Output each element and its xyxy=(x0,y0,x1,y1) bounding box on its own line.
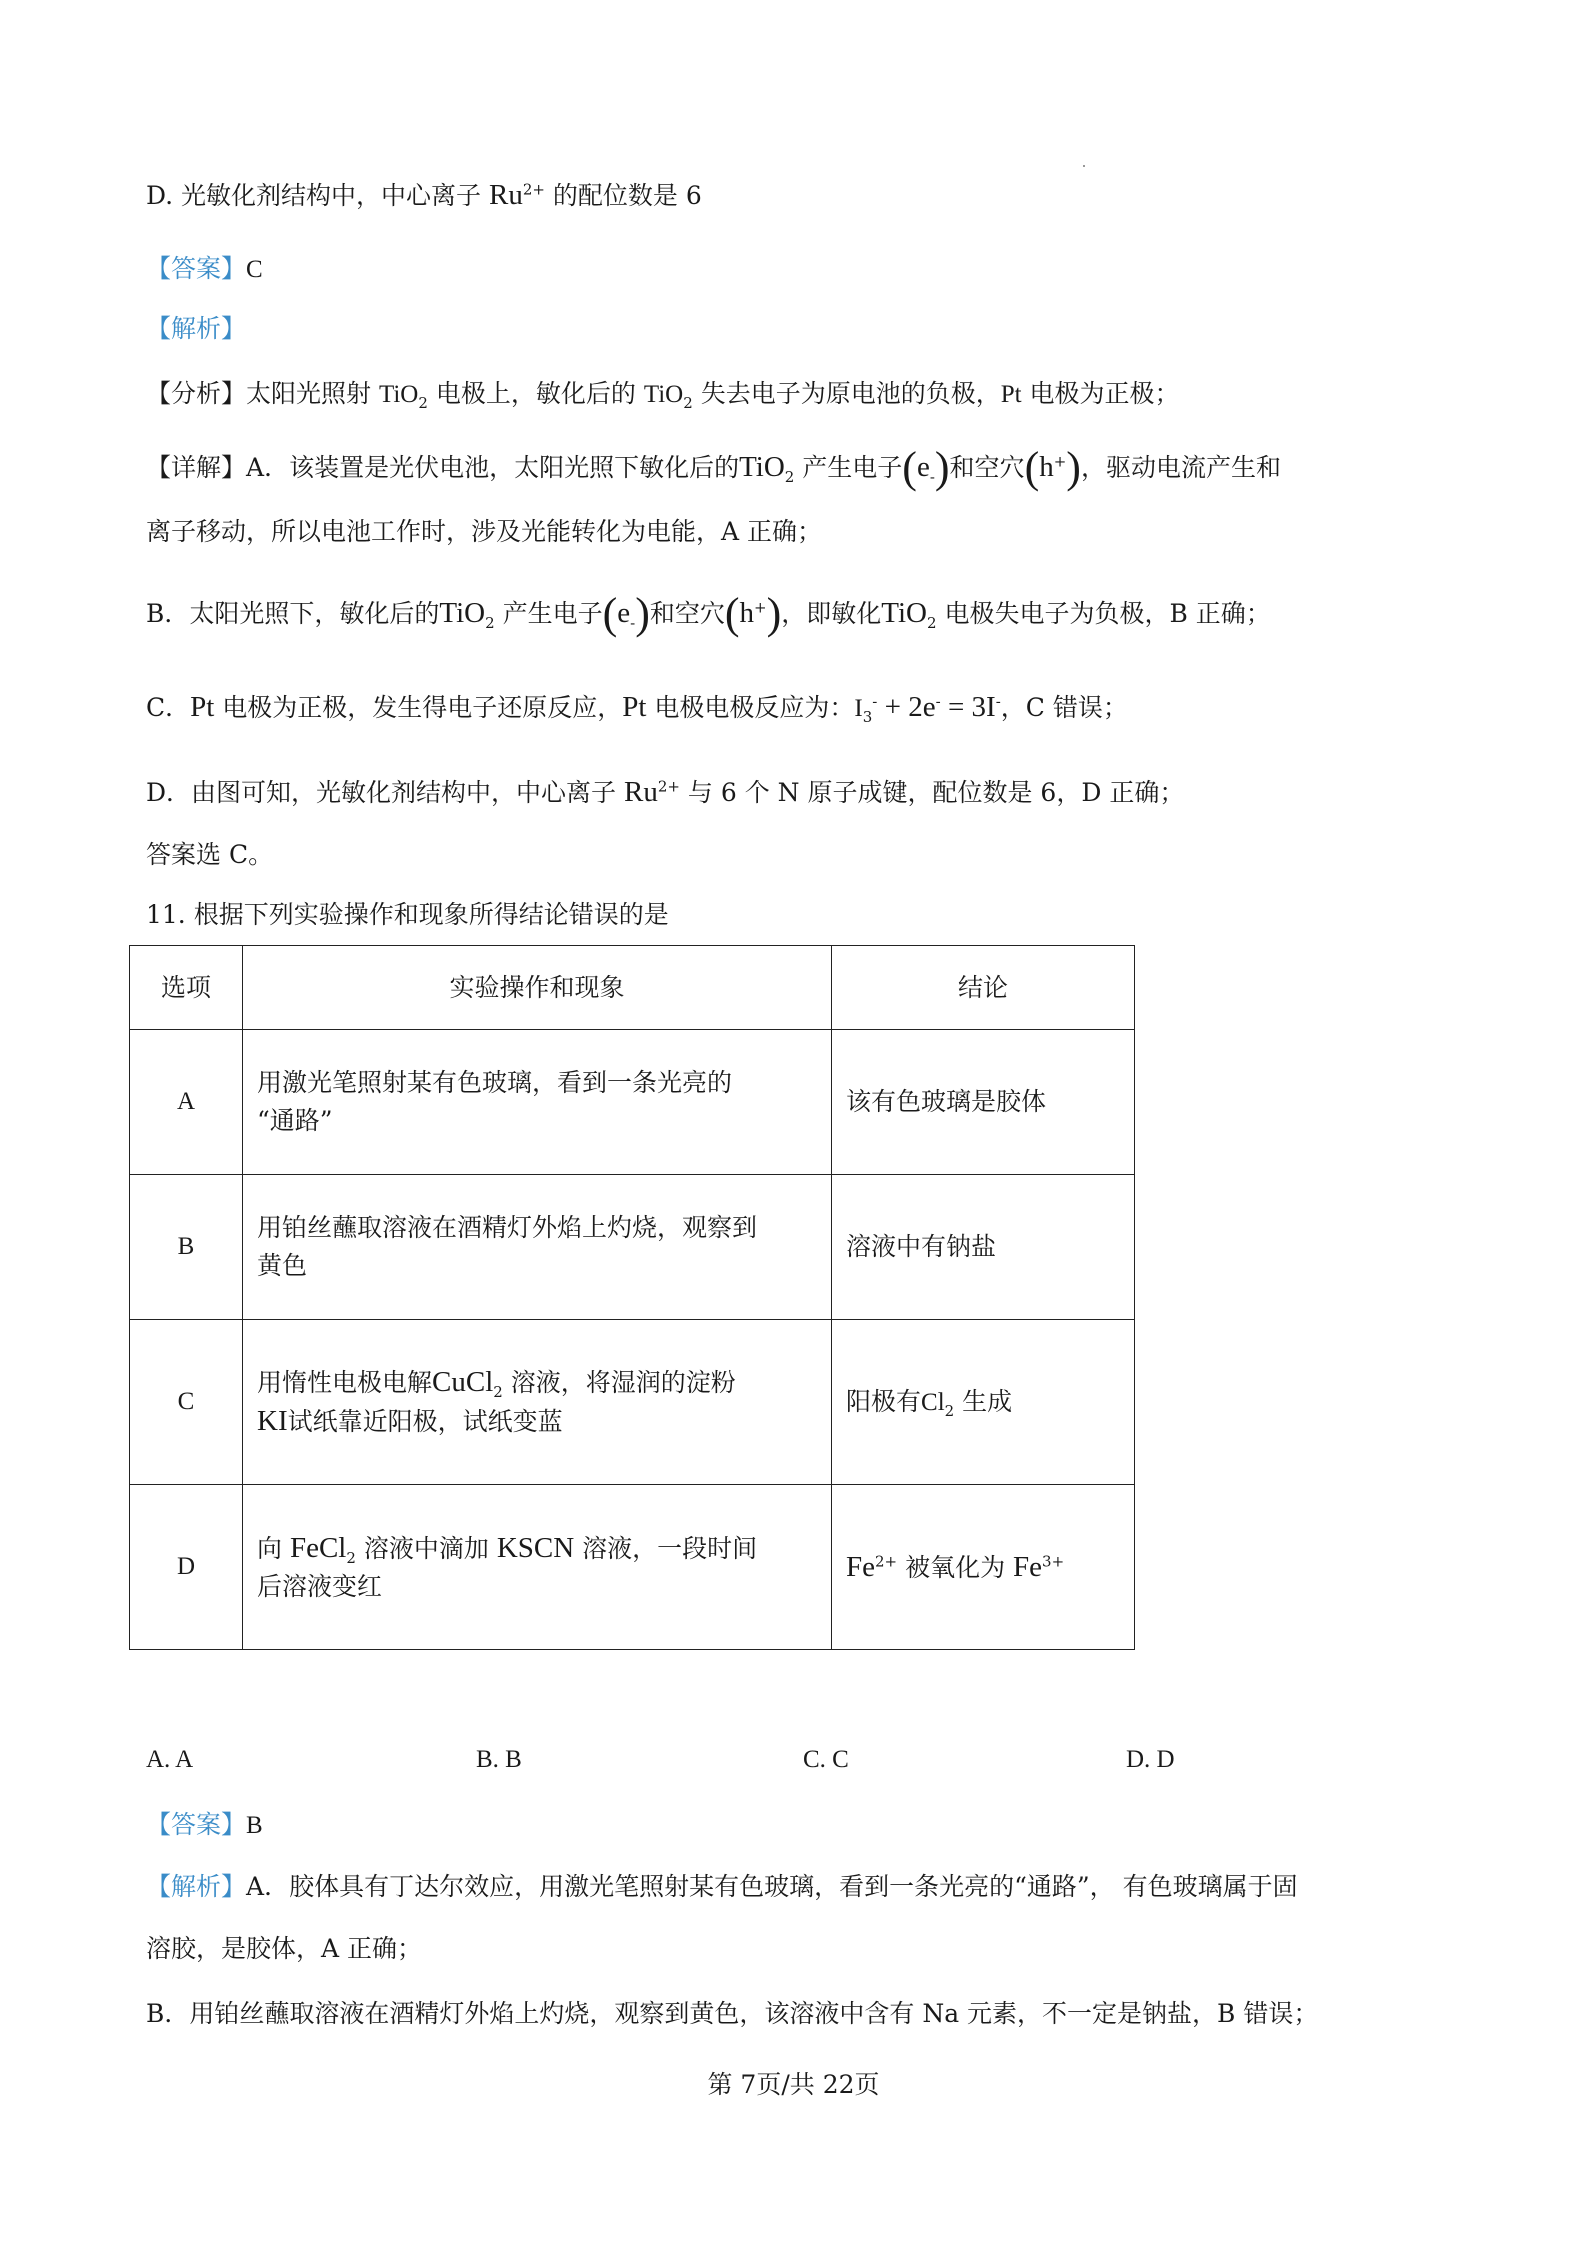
c-text-4: ，C 错误； xyxy=(1000,693,1128,722)
row-conclusion xyxy=(832,1485,1135,1650)
d-text-2: 与 6 个 N 原子成键，配位数是 6，D 正确； xyxy=(679,778,1185,807)
b-text-5: 电极失电子为负极，B 正确； xyxy=(936,599,1271,628)
charge: - xyxy=(872,692,878,711)
row-conclusion xyxy=(832,1320,1135,1485)
answer-tag: 【答案】 xyxy=(146,254,247,283)
answer-line-2 xyxy=(146,1808,263,1843)
subscript: 2 xyxy=(683,394,693,412)
xiangjie-tag: 【详解】 xyxy=(146,453,247,482)
xiangjie-line-2 xyxy=(146,515,822,549)
fecl2-formula: FeCl xyxy=(289,1531,347,1564)
right-paren: ) xyxy=(766,589,782,638)
operation-line-1 xyxy=(257,1363,817,1402)
analysis-text-2: 溶胶，是胶体，A 正确； xyxy=(146,1934,423,1963)
left-paren: ( xyxy=(724,589,740,638)
stray-dot xyxy=(1083,165,1085,167)
choice-a: A. A xyxy=(146,1746,194,1773)
equation-part-2: = 3I xyxy=(940,691,996,723)
c-text-3: 电极电极反应为： xyxy=(646,693,855,722)
hole-symbol: h xyxy=(1039,451,1054,483)
b-text-1: B．太阳光照下，敏化后的 xyxy=(146,599,440,628)
subscript: 2 xyxy=(784,468,795,486)
analysis-text-3: B．用铂丝蘸取溶液在酒精灯外焰上灼烧，观察到黄色，该溶液中含有 Na 元素，不一定是钠盐，B 错误； xyxy=(146,1999,1319,2028)
option-d-line xyxy=(146,178,702,213)
xiangjie-text-3: 和空穴 xyxy=(949,453,1025,482)
table-header-row xyxy=(130,946,1135,1030)
b-text-3: 和空穴 xyxy=(649,599,725,628)
operation-line-2: 黄色 xyxy=(257,1251,308,1280)
question-11 xyxy=(146,898,669,932)
charge: - xyxy=(935,692,941,711)
kscn-formula: KSCN xyxy=(496,1531,575,1564)
answer-value: B xyxy=(246,1812,263,1839)
fenxi-text-1: 太阳光照射 xyxy=(246,379,379,408)
left-paren: ( xyxy=(902,443,917,492)
subscript: 3 xyxy=(862,708,873,726)
operation-line-2: 后溶液变红 xyxy=(257,1571,383,1601)
row-conclusion: 溶液中有钠盐 xyxy=(832,1175,1135,1320)
pt-symbol: Pt xyxy=(622,691,647,723)
analysis-line-2 xyxy=(146,1932,422,1966)
fe-symbol: Fe xyxy=(1013,1550,1043,1583)
hole-symbol: h xyxy=(739,597,755,629)
header-operation: 实验操作和现象 xyxy=(243,946,832,1030)
option-d-prefix: D. 光敏化剂结构中，中心离子 xyxy=(146,181,489,210)
hole-charge: + xyxy=(1053,452,1067,471)
ion-charge: 2+ xyxy=(522,180,545,199)
subscript: 2 xyxy=(346,1548,356,1567)
right-paren: ) xyxy=(1066,443,1081,492)
hole-charge: + xyxy=(754,598,767,617)
analysis-tag-line xyxy=(146,312,246,346)
tio2-formula: TiO xyxy=(643,381,684,408)
row-operation xyxy=(243,1320,832,1485)
operation-text: 用惰性电极电解 xyxy=(257,1368,433,1397)
xiangjie-text-5: 离子移动，所以电池工作时，涉及光能转化为电能，A 正确； xyxy=(146,517,823,546)
table-row xyxy=(130,1485,1135,1650)
d-text-1: D．由图可知，光敏化剂结构中，中心离子 xyxy=(146,778,624,807)
row-operation xyxy=(243,1485,832,1650)
right-paren: ) xyxy=(635,589,650,638)
operation-text: 溶液，一段时间 xyxy=(574,1533,758,1563)
tio2-formula: TiO xyxy=(439,597,486,629)
operation-text: 溶液中滴加 xyxy=(355,1533,497,1563)
tio2-formula: TiO xyxy=(378,381,419,408)
operation-line-1: 用激光笔照射某有色玻璃，看到一条光亮的 xyxy=(257,1068,733,1097)
answer-line-1 xyxy=(146,252,263,287)
analysis-text-1: A．胶体具有丁达尔效应，用激光笔照射某有色玻璃，看到一条光亮的“通路”， 有色玻璃属于固 xyxy=(246,1872,1298,1901)
b-text-2: 产生电子 xyxy=(494,599,603,628)
choice-c: C. C xyxy=(803,1746,849,1773)
page-footer: 第 7页/共 22页 xyxy=(707,2070,880,2099)
subscript: 2 xyxy=(493,1383,503,1401)
electron-charge: - xyxy=(929,468,935,486)
subscript: 2 xyxy=(944,1401,955,1420)
ion-charge: 2+ xyxy=(657,777,680,796)
tio2-formula: TiO xyxy=(739,451,785,483)
row-operation xyxy=(243,1175,832,1320)
operation-line-1: 用铂丝蘸取溶液在酒精灯外焰上灼烧，观察到 xyxy=(257,1213,758,1242)
analysis-line-3 xyxy=(146,1997,1318,2031)
ion-symbol: Ru xyxy=(489,179,523,211)
conclusion-text: 生成 xyxy=(954,1386,1013,1416)
charge: - xyxy=(995,692,1001,711)
equation-part-1: + 2e xyxy=(877,691,936,723)
ki-formula: KI xyxy=(257,1405,288,1437)
left-paren: ( xyxy=(1024,443,1040,492)
electron-symbol: e xyxy=(916,451,930,483)
table-row xyxy=(130,1030,1135,1175)
operation-text: 溶液，将湿润的淀粉 xyxy=(502,1368,736,1397)
fenxi-text-2: 电极上，敏化后的 xyxy=(427,379,644,408)
analysis-line-1 xyxy=(146,1870,1298,1904)
c-text-1: C． xyxy=(146,693,191,722)
fenxi-tag: 【分析】 xyxy=(146,379,247,408)
electron-symbol: e xyxy=(617,597,631,629)
fenxi-line xyxy=(146,377,1180,412)
tio2-formula: TiO xyxy=(881,597,927,629)
xiangjie-line-1 xyxy=(146,443,1281,492)
xiangjie-text-1: A．该装置是光伏电池，太阳光照下敏化后的 xyxy=(246,453,740,482)
subscript: 2 xyxy=(485,614,495,632)
fenxi-text-3: 失去电子为原电池的负极， xyxy=(692,379,1001,408)
explain-d-line xyxy=(146,775,1184,810)
row-operation xyxy=(243,1030,832,1175)
subscript: 2 xyxy=(418,394,428,412)
cl2-formula: Cl xyxy=(921,1388,945,1416)
b-text-4: ，即敏化 xyxy=(781,599,882,628)
conclusion-text: 答案选 C。 xyxy=(146,840,274,869)
row-option: A xyxy=(130,1030,243,1175)
conclusion-line xyxy=(146,838,273,872)
row-conclusion: 该有色玻璃是胶体 xyxy=(832,1030,1135,1175)
answer-tag: 【答案】 xyxy=(146,1810,247,1839)
xiangjie-text-4: ，驱动电流产生和 xyxy=(1080,453,1281,482)
row-option: C xyxy=(130,1320,243,1485)
explain-c-line xyxy=(146,690,1128,726)
choice-d: D. D xyxy=(1126,1746,1175,1773)
conclusion-text: 阳极有 xyxy=(846,1386,922,1416)
pt-symbol: Pt xyxy=(1000,381,1022,408)
table-row xyxy=(130,1320,1135,1485)
operation-line-2: “通路” xyxy=(257,1106,333,1135)
subscript: 2 xyxy=(926,614,937,632)
charge: 3+ xyxy=(1042,1552,1065,1571)
option-d-suffix: 的配位数是 6 xyxy=(544,181,702,210)
table-row xyxy=(130,1175,1135,1320)
charge: 2+ xyxy=(875,1552,898,1571)
operation-line-2 xyxy=(257,1402,817,1441)
left-paren: ( xyxy=(602,589,618,638)
operation-text: 试纸靠近阳极，试纸变蓝 xyxy=(287,1407,563,1436)
pt-symbol: Pt xyxy=(190,691,215,723)
conclusion-text: 被氧化为 xyxy=(897,1552,1014,1582)
fe-symbol: Fe xyxy=(846,1550,875,1583)
electron-charge: - xyxy=(630,614,636,632)
c-text-2: 电极为正极，发生得电子还原反应， xyxy=(214,693,623,722)
header-conclusion: 结论 xyxy=(832,946,1135,1030)
right-paren: ) xyxy=(934,443,950,492)
choice-b: B. B xyxy=(476,1746,522,1773)
cucl2-formula: CuCl xyxy=(432,1366,494,1398)
xiangjie-text-2: 产生电子 xyxy=(794,453,903,482)
ion-symbol: Ru xyxy=(624,776,658,808)
analysis-tag: 【解析】 xyxy=(146,1872,247,1901)
iodine-symbol: I xyxy=(854,695,863,722)
analysis-tag: 【解析】 xyxy=(146,314,247,343)
explain-b-line xyxy=(146,589,1271,638)
operation-text: 向 xyxy=(257,1533,290,1563)
answer-value: C xyxy=(246,256,263,283)
question-text: 11. 根据下列实验操作和现象所得结论错误的是 xyxy=(146,900,669,929)
row-option: D xyxy=(130,1485,243,1650)
operation-line-1 xyxy=(257,1529,817,1568)
row-option: B xyxy=(130,1175,243,1320)
experiment-table xyxy=(129,945,1135,1650)
fenxi-text-4: 电极为正极； xyxy=(1021,379,1180,408)
header-option: 选项 xyxy=(130,946,243,1030)
